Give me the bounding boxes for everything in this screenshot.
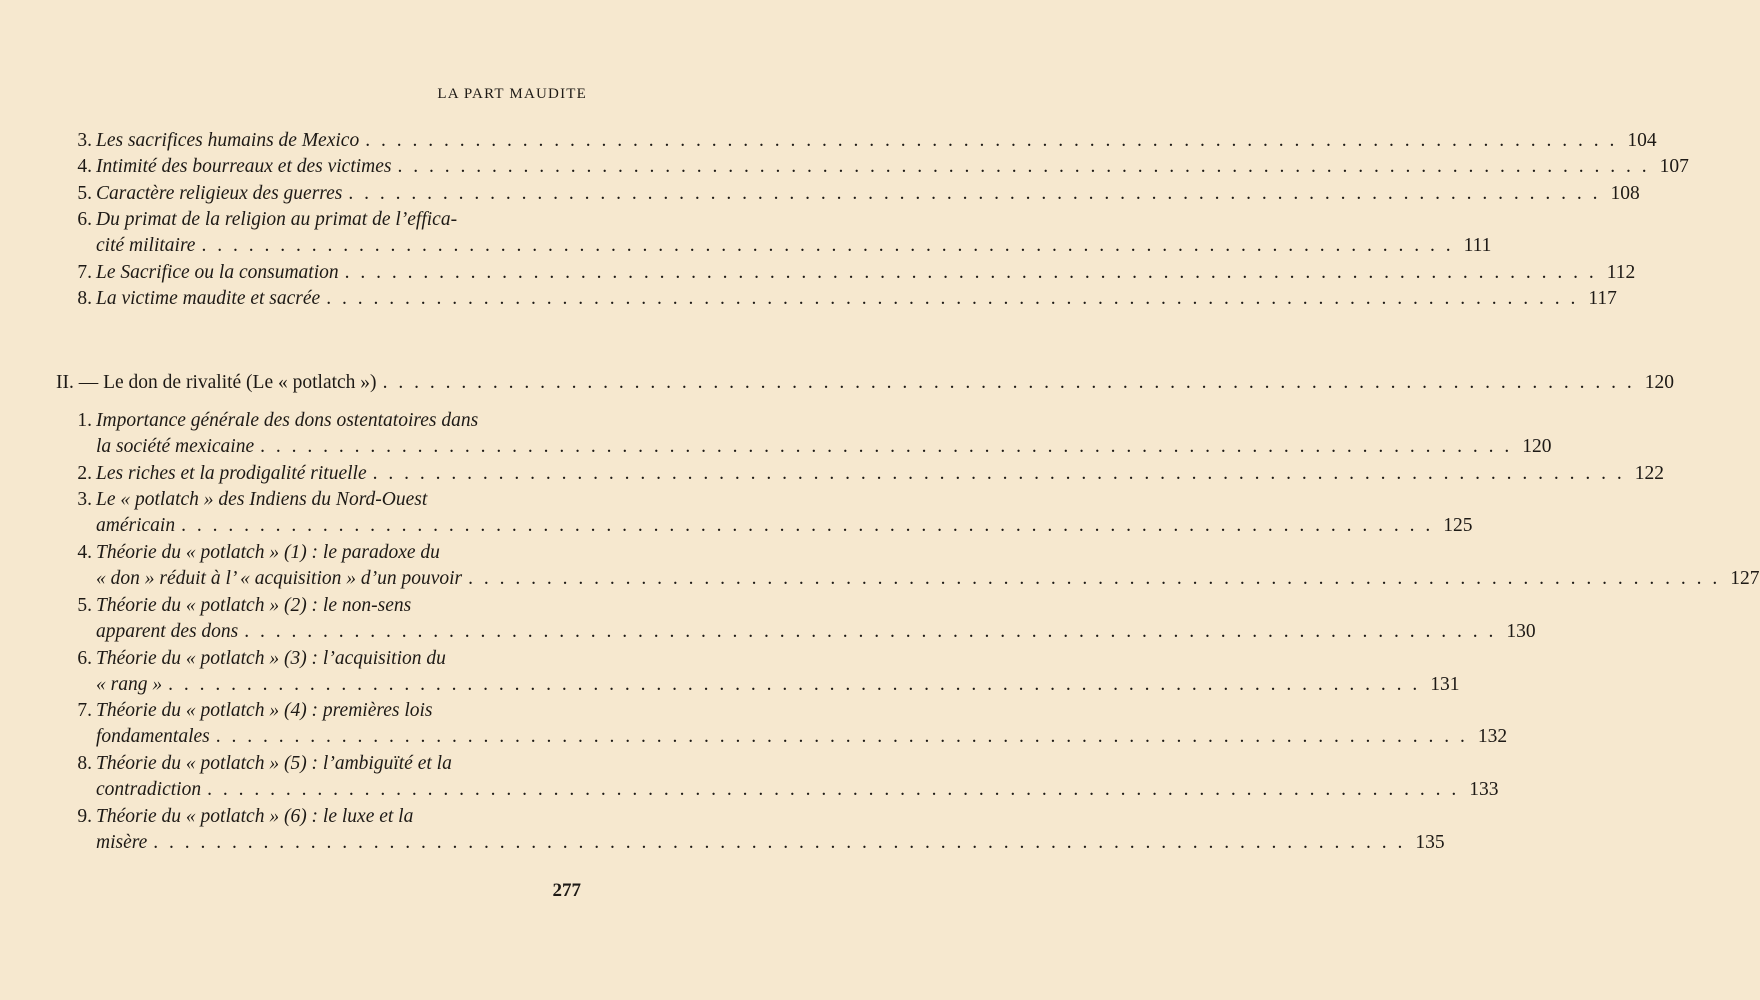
entry-page-number: 104 — [1627, 130, 1657, 151]
toc-entry — [56, 461, 1664, 487]
entry-title: La victime maudite et sacrée — [96, 288, 321, 310]
entry-page-number: 130 — [1506, 620, 1536, 642]
entry-page-number: 133 — [1469, 779, 1499, 801]
entry-title: fondamentales — [96, 726, 210, 748]
toc-entry — [56, 804, 1445, 856]
leader-dots: . . . . . . . . . . . . . . . . . . . . . . . . . . . . . . . . . . . . . . . . . . . . . . . . . . . . . . . . . . . . . . . . . . . . . . . . . . . . . . . . — [244, 620, 1497, 642]
entry-number: 6. — [77, 209, 92, 231]
toc-entry — [56, 593, 1536, 645]
entry-title: Les sacrifices humains de Mexico — [96, 130, 360, 151]
entry-title: contradiction — [96, 779, 202, 801]
entry-title: Théorie du « potlatch » (3) : l’acquisition du — [96, 647, 446, 669]
entry-title: Théorie du « potlatch » (1) : le paradoxe du — [96, 542, 440, 563]
leader-dots: . . . . . . . . . . . . . . . . . . . . . . . . . . . . . . . . . . . . . . . . . . . . . . . . . . . . . . . . . . . . . . . . . . . . . . . . . . . . . . . . — [397, 156, 1650, 178]
entry-page-number: 131 — [1430, 673, 1460, 695]
entry-title: américain — [96, 515, 176, 537]
entry-title: Théorie du « potlatch » (2) : le non-sens — [96, 594, 412, 616]
toc-entry — [56, 487, 1473, 539]
entry-title: Théorie du « potlatch » (4) : premières lois — [96, 700, 433, 722]
leader-dots: . . . . . . . . . . . . . . . . . . . . . . . . . . . . . . . . . . . . . . . . . . . . . . . . . . . . . . . . . . . . . . . . . . . . . . . . . . . . . . . . — [260, 436, 1513, 457]
entry-title: « don » réduit à l’ « acquisition » d’un pouvoir — [96, 568, 463, 589]
leader-dots: . . . . . . . . . . . . . . . . . . . . . . . . . . . . . . . . . . . . . . . . . . . . . . . . . . . . . . . . . . . . . . . . . . . . . . . . . . . . . . . . — [153, 832, 1406, 853]
entry-page-number: 108 — [1610, 182, 1640, 204]
leader-dots: . . . . . . . . . . . . . . . . . . . . . . . . . . . . . . . . . . . . . . . . . . . . . . . . . . . . . . . . . . . . . . . . . . . . . . . . . . . . . . . . — [372, 462, 1625, 484]
entry-title: Théorie du « potlatch » (5) : l’ambiguïté et la — [96, 753, 452, 775]
entry-number: 4. — [77, 542, 92, 563]
entry-title: Caractère religieux des guerres — [96, 182, 343, 204]
entry-page-number: 122 — [1634, 462, 1664, 484]
entry-title: Les riches et la prodigalité rituelle — [96, 462, 367, 484]
entry-number: 8. — [77, 288, 92, 310]
entry-title: Le Sacrifice ou la consumation — [96, 262, 339, 283]
page-number: 277 — [552, 880, 581, 901]
toc-entry — [56, 286, 1617, 312]
entry-page-number: 120 — [1522, 436, 1552, 457]
entry-number: 3. — [77, 489, 92, 511]
section-title: II. — Le don de rivalité (Le « potlatch ») — [56, 372, 377, 393]
entry-title: Du primat de la religion au primat de l’effica- — [96, 209, 458, 231]
toc-entry — [56, 751, 1499, 803]
toc-entry — [56, 260, 1636, 286]
entry-number: 7. — [77, 700, 92, 722]
section-page-number: 120 — [1644, 372, 1674, 393]
entry-page-number: 132 — [1477, 726, 1508, 748]
toc-entry — [56, 646, 1460, 698]
entry-page-number: 117 — [1588, 288, 1617, 310]
entry-title: « rang » — [96, 673, 163, 695]
entry-title: Importance générale des dons ostentatoires dans — [96, 410, 479, 431]
entry-title: cité militaire — [96, 235, 196, 257]
toc-entry — [56, 408, 1552, 460]
entry-number: 3. — [77, 130, 92, 151]
entry-number: 5. — [77, 594, 92, 616]
entry-page-number: 107 — [1659, 156, 1689, 178]
leader-dots: . . . . . . . . . . . . . . . . . . . . . . . . . . . . . . . . . . . . . . . . . . . . . . . . . . . . . . . . . . . . . . . . . . . . . . . . . . . . . . . . — [215, 726, 1468, 748]
entry-page-number: 127 — [1730, 568, 1760, 589]
leader-dots: . . . . . . . . . . . . . . . . . . . . . . . . . . . . . . . . . . . . . . . . . . . . . . . . . . . . . . . . . . . . . . . . . . . . . . . . . . . . . . . . — [207, 779, 1460, 801]
entry-number: 1. — [77, 410, 92, 431]
toc-entry — [56, 207, 1492, 259]
toc-entry — [56, 128, 1657, 154]
entry-number: 8. — [77, 753, 92, 775]
toc-entry — [56, 154, 1689, 180]
entry-number: 9. — [77, 806, 92, 827]
entry-number: 5. — [77, 182, 92, 204]
entry-number: 7. — [77, 262, 92, 283]
leader-dots: . . . . . . . . . . . . . . . . . . . . . . . . . . . . . . . . . . . . . . . . . . . . . . . . . . . . . . . . . . . . . . . . . . . . . . . . . . . . . . . . — [201, 235, 1454, 257]
entry-page-number: 135 — [1415, 832, 1445, 853]
leader-dots: . . . . . . . . . . . . . . . . . . . . . . . . . . . . . . . . . . . . . . . . . . . . . . . . . . . . . . . . . . . . . . . . . . . . . . . . . . . . . . . . — [365, 130, 1618, 151]
entry-title: la société mexicaine — [96, 436, 255, 457]
leader-dots: . . . . . . . . . . . . . . . . . . . . . . . . . . . . . . . . . . . . . . . . . . . . . . . . . . . . . . . . . . . . . . . . . . . . . . . . . . . . . . . . — [348, 182, 1601, 204]
leader-dots: . . . . . . . . . . . . . . . . . . . . . . . . . . . . . . . . . . . . . . . . . . . . . . . . . . . . . . . . . . . . . . . . . . . . . . . . . . . . . . . . — [326, 288, 1579, 310]
entry-page-number: 111 — [1463, 235, 1492, 257]
leader-dots: . . . . . . . . . . . . . . . . . . . . . . . . . . . . . . . . . . . . . . . . . . . . . . . . . . . . . . . . . . . . . . . . . . . . . . . . . . . . . . . . — [181, 515, 1434, 537]
entry-number: 6. — [77, 647, 92, 669]
entry-title: Le « potlatch » des Indiens du Nord-Ouest — [96, 489, 428, 511]
leader-dots: . . . . . . . . . . . . . . . . . . . . . . . . . . . . . . . . . . . . . . . . . . . . . . . . . . . . . . . . . . . . . . . . . . . . . . . . . . . . . . . . — [468, 568, 1721, 589]
toc-entry — [56, 181, 1640, 207]
running-head: LA PART MAUDITE — [437, 86, 587, 102]
entry-number: 4. — [77, 156, 92, 178]
leader-dots: . . . . . . . . . . . . . . . . . . . . . . . . . . . . . . . . . . . . . . . . . . . . . . . . . . . . . . . . . . . . . . . . . . . . . . . . . . . . . . . . — [382, 372, 1635, 393]
entry-title: Théorie du « potlatch » (6) : le luxe et la — [96, 806, 414, 827]
leader-dots: . . . . . . . . . . . . . . . . . . . . . . . . . . . . . . . . . . . . . . . . . . . . . . . . . . . . . . . . . . . . . . . . . . . . . . . . . . . . . . . . — [344, 262, 1597, 283]
entry-number: 2. — [77, 462, 92, 484]
entry-title: Intimité des bourreaux et des victimes — [96, 156, 392, 178]
leader-dots: . . . . . . . . . . . . . . . . . . . . . . . . . . . . . . . . . . . . . . . . . . . . . . . . . . . . . . . . . . . . . . . . . . . . . . . . . . . . . . . . — [168, 673, 1421, 695]
entry-title: misère — [96, 832, 148, 853]
toc-entry — [56, 698, 1508, 750]
entry-page-number: 112 — [1606, 262, 1636, 283]
toc-entry — [56, 540, 1760, 592]
entry-page-number: 125 — [1443, 515, 1473, 537]
entry-title: apparent des dons — [96, 620, 239, 642]
